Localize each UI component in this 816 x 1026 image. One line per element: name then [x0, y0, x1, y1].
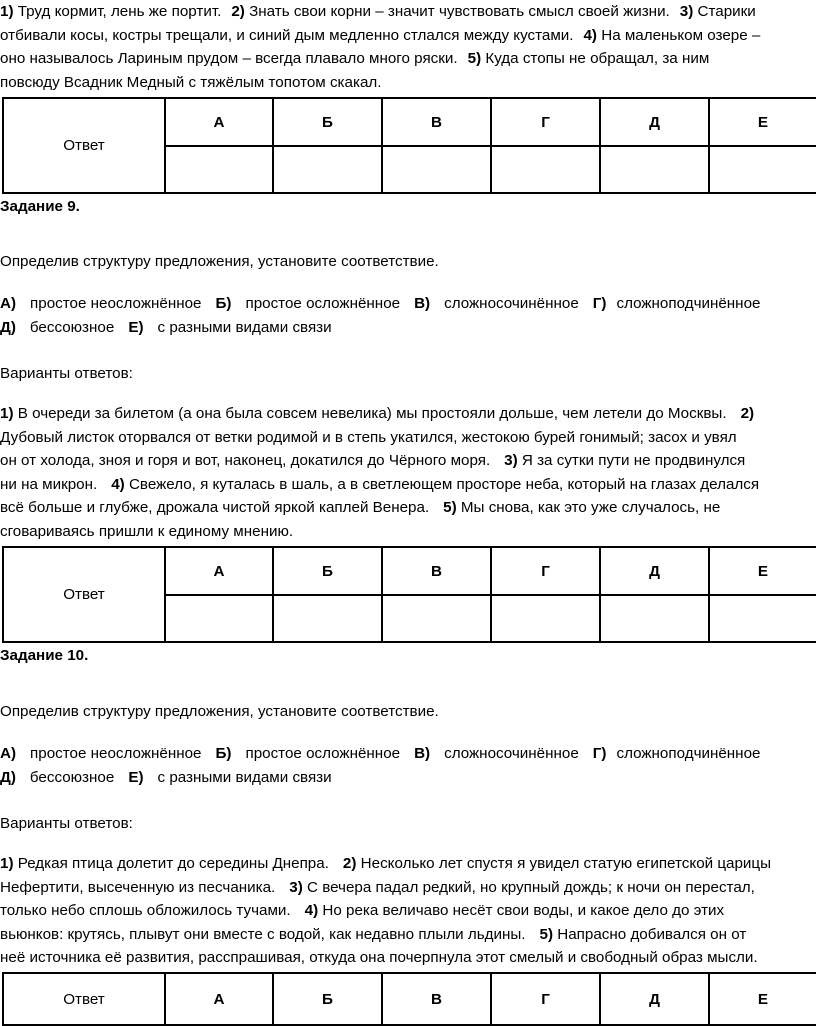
options-line — [0, 316, 816, 340]
option-text: с разными видами связи — [157, 318, 332, 336]
sentence-number: 1) — [0, 3, 14, 20]
sentence-text: Дубовый листок оторвался от ветки родимой и в степь укатился, жестокою бурей гонимый; засох и увял — [0, 428, 737, 446]
option-text: сложноподчинённое — [616, 745, 761, 762]
answer-cell[interactable] — [709, 146, 816, 193]
option-letter: Г) — [592, 295, 607, 312]
sentence-text: оно называлось Лариным прудом – всегда плавало много ряски. — [0, 50, 458, 67]
sentence-number: 1) — [0, 855, 14, 872]
sentence-text: В очереди за билетом (а она была совсем невелика) мы простояли дольше, чем летели до Москвы. — [13, 405, 727, 422]
column-header: Г — [491, 98, 600, 146]
answer-cell[interactable] — [382, 595, 491, 642]
sentence-text: только небо сплошь обложилось тучами. — [0, 902, 291, 919]
text-line — [0, 449, 816, 473]
task-10-instruction: Определив структуру предложения, установите соответствие. — [0, 703, 439, 720]
task-10-heading: Задание 10. — [0, 647, 89, 664]
answer-cell[interactable] — [273, 595, 382, 642]
answer-cell[interactable] — [382, 146, 491, 193]
sentence-number: 5) — [539, 925, 554, 943]
option-text: с разными видами связи — [157, 768, 332, 786]
task-9-variants-label: Варианты ответов: — [0, 365, 133, 382]
option-text: сложноподчинённое — [616, 295, 761, 312]
column-header: Е — [709, 973, 816, 1025]
answer-label: Ответ — [3, 973, 165, 1025]
sentence-text: всё больше и глубже, дрожала чистой яркой каплей Венера. — [0, 499, 430, 516]
task-10-variants-label: Варианты ответов: — [0, 815, 133, 832]
option-letter: Г) — [592, 745, 607, 762]
option-letter: В) — [414, 745, 431, 762]
option-letter: Е) — [128, 318, 144, 336]
option-letter: Б) — [215, 745, 232, 762]
top-sentences — [0, 0, 816, 94]
sentence-text: Знать свои корни – значит чувствовать смысл своей жизни. — [244, 3, 670, 20]
option-letter: В) — [414, 295, 431, 312]
sentence-text: сговариваясь пришли к единому мнению. — [0, 522, 294, 540]
sentence-number: 3) — [679, 3, 694, 20]
sentence-text: Редкая птица долетит до середины Днепра. — [13, 855, 329, 872]
option-text: сложносочинённое — [444, 745, 579, 762]
column-header: Б — [273, 973, 382, 1025]
text-line — [0, 946, 816, 970]
answer-table-2 — [2, 546, 816, 643]
option-letter: Д) — [0, 768, 16, 786]
sentence-text: он от холода, зноя и горя и вот, наконец, докатился до Чёрного моря. — [0, 452, 491, 469]
text-line — [0, 24, 816, 48]
task-10-options — [0, 742, 816, 789]
answer-label: Ответ — [3, 547, 165, 642]
sentence-text: отбивали косы, костры трещали, и синий дым медленно стлался между кустами. — [0, 26, 574, 44]
sentence-text: Я за сутки пути не продвинулся — [517, 452, 746, 469]
answer-cell[interactable] — [491, 595, 600, 642]
column-header: А — [165, 547, 273, 595]
text-line — [0, 923, 816, 947]
sentence-text: Труд кормит, лень же портит. — [13, 3, 222, 20]
sentence-text: неё источника её развития, расспрашивая, откуда она почерпнула этот смелый и свободный образ мысли. — [0, 949, 758, 966]
column-header: Г — [491, 973, 600, 1025]
text-line — [0, 876, 816, 900]
column-header: В — [382, 973, 491, 1025]
task-10-sentences — [0, 852, 816, 970]
answer-label: Ответ — [3, 98, 165, 193]
column-header: Г — [491, 547, 600, 595]
sentence-text: Мы снова, как это уже случалось, не — [456, 499, 721, 516]
sentence-number: 4) — [111, 475, 125, 493]
options-line — [0, 292, 816, 316]
sentence-text: Несколько лет спустя я увидел статую египетской царицы — [356, 855, 772, 872]
sentence-number: 2) — [231, 3, 245, 20]
option-text: бессоюзное — [29, 318, 115, 336]
option-letter: Б) — [215, 295, 232, 312]
sentence-text: ни на микрон. — [0, 475, 98, 493]
column-header: В — [382, 547, 491, 595]
text-line — [0, 47, 816, 71]
sentence-text: Куда стопы не обращал, за ним — [481, 50, 710, 67]
task-9-heading: Задание 9. — [0, 198, 80, 215]
option-text: простое осложнённое — [245, 745, 401, 762]
sentence-number: 5) — [443, 499, 457, 516]
option-text: простое осложнённое — [245, 295, 401, 312]
text-line — [0, 852, 816, 876]
answer-table-3 — [2, 972, 816, 1026]
sentence-number: 1) — [0, 405, 14, 422]
sentence-text: Но река величаво несёт свои воды, и какое дело до этих — [318, 902, 725, 919]
task-9-options — [0, 292, 816, 339]
text-line — [0, 520, 816, 544]
column-header: Д — [600, 98, 709, 146]
sentence-number: 4) — [583, 26, 597, 44]
column-header: В — [382, 98, 491, 146]
answer-cell[interactable] — [709, 595, 816, 642]
answer-cell[interactable] — [165, 146, 273, 193]
sentence-text: Напрасно добивался он от — [553, 925, 747, 943]
answer-cell[interactable] — [491, 146, 600, 193]
option-letter: Е) — [128, 768, 144, 786]
text-line — [0, 473, 816, 497]
column-header: Д — [600, 973, 709, 1025]
sentence-text: вьюнков: крутясь, плывут они вместе с водой, как недавно плыли льдины. — [0, 925, 526, 943]
sentence-number: 5) — [467, 50, 482, 67]
column-header: Е — [709, 547, 816, 595]
column-header: Б — [273, 98, 382, 146]
sentence-text: С вечера падал редкий, но крупный дождь; к ночи он перестал, — [302, 878, 755, 896]
text-line — [0, 496, 816, 520]
option-text: сложносочинённое — [444, 295, 579, 312]
answer-cell[interactable] — [273, 146, 382, 193]
column-header: Е — [709, 98, 816, 146]
sentence-number: 2) — [740, 405, 755, 422]
sentence-text: На маленьком озере – — [597, 26, 761, 44]
text-line — [0, 71, 816, 95]
option-text: бессоюзное — [29, 768, 115, 786]
answer-table-1 — [2, 97, 816, 194]
column-header: Д — [600, 547, 709, 595]
answer-cell[interactable] — [165, 595, 273, 642]
option-text: простое неосложнённое — [30, 295, 202, 312]
sentence-text: Свежело, я куталась в шаль, а в светлеющем просторе неба, который на глазах делался — [124, 475, 760, 493]
answer-cell[interactable] — [600, 595, 709, 642]
column-header: А — [165, 98, 273, 146]
sentence-number: 4) — [304, 902, 319, 919]
sentence-number: 2) — [342, 855, 357, 872]
sentence-number: 3) — [289, 878, 303, 896]
sentence-text: повсюду Всадник Медный с тяжёлым топотом скакал. — [0, 73, 382, 91]
text-line — [0, 0, 816, 24]
sentence-text: Старики — [693, 3, 756, 20]
answer-cell[interactable] — [600, 146, 709, 193]
option-letter: Д) — [0, 318, 16, 336]
text-line — [0, 402, 816, 426]
task-9-instruction: Определив структуру предложения, установите соответствие. — [0, 253, 439, 270]
option-letter: А) — [0, 745, 17, 762]
column-header: А — [165, 973, 273, 1025]
option-text: простое неосложнённое — [30, 745, 202, 762]
task-9-sentences — [0, 402, 816, 543]
sentence-number: 3) — [504, 452, 518, 469]
sentence-text: Нефертити, высеченную из песчаника. — [0, 878, 276, 896]
options-line — [0, 766, 816, 790]
text-line — [0, 899, 816, 923]
text-line — [0, 426, 816, 450]
column-header: Б — [273, 547, 382, 595]
option-letter: А) — [0, 295, 17, 312]
options-line — [0, 742, 816, 766]
